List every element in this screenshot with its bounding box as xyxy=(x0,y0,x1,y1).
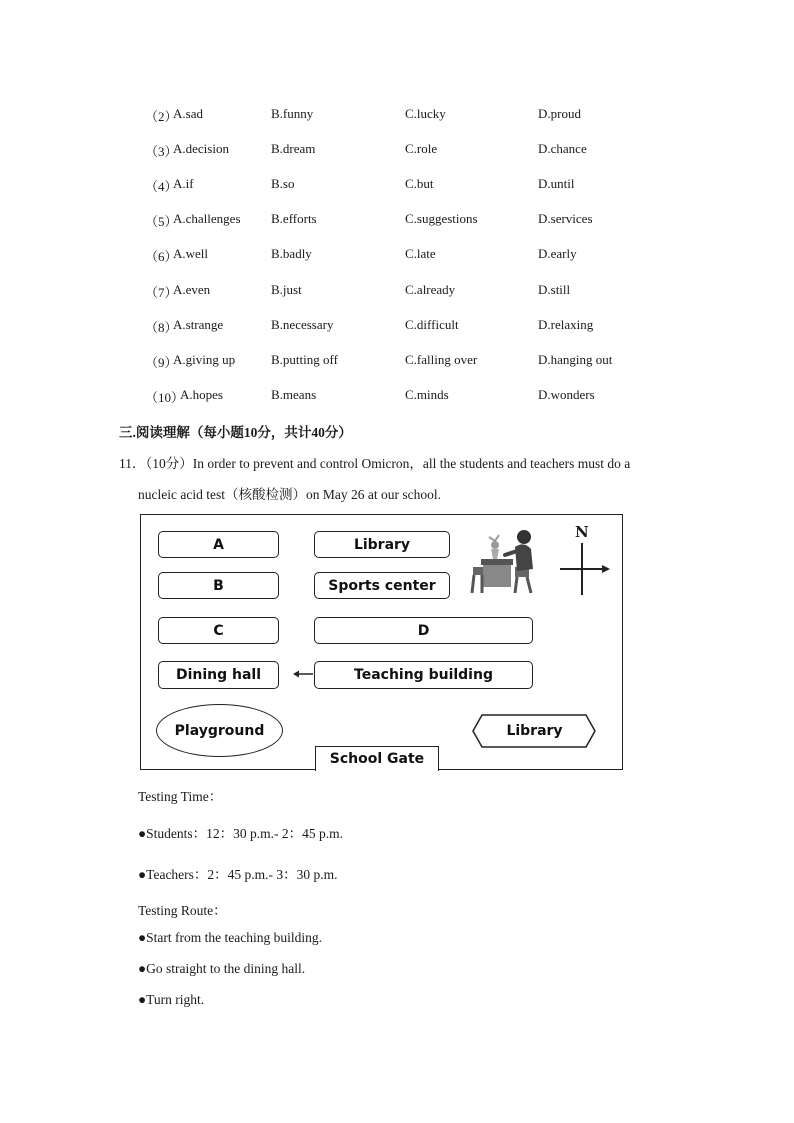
option-c: C.minds xyxy=(405,387,449,402)
option-c: C.falling over xyxy=(405,352,478,367)
map-box-library: Library xyxy=(314,531,450,558)
option-number: （9） xyxy=(145,355,178,370)
option-b: B.dream xyxy=(271,141,316,156)
option-c: C.difficult xyxy=(405,317,459,332)
question-number: 11．（10分） xyxy=(119,456,193,471)
option-number: （7） xyxy=(145,285,178,300)
option-number: （4） xyxy=(145,179,178,194)
route-step: ●Turn right. xyxy=(138,992,205,1007)
question-line-1 xyxy=(119,452,630,472)
option-b: B.so xyxy=(271,176,295,191)
option-a: A.strange xyxy=(173,317,224,332)
question-line-2: nucleic acid test（核酸检测）on May 26 at our school. xyxy=(138,487,441,502)
option-d: D.early xyxy=(538,246,577,261)
arrow-left-icon xyxy=(291,667,315,681)
testing-route-label: Testing Route： xyxy=(138,903,227,918)
school-map xyxy=(140,514,623,770)
map-library-right: Library xyxy=(506,723,563,739)
option-d: D.proud xyxy=(538,106,581,121)
option-number: （3） xyxy=(145,144,178,159)
testing-time-students: ●Students：12：30 p.m.- 2：45 p.m. xyxy=(138,826,344,841)
option-number: （2） xyxy=(145,109,178,124)
option-c: C.late xyxy=(405,246,436,261)
map-box-b: B xyxy=(158,572,279,599)
question-text-1: In order to prevent and control Omicron，all the students and teachers must do a xyxy=(192,456,631,471)
option-a: A.giving up xyxy=(173,352,236,367)
option-b: B.necessary xyxy=(271,317,334,332)
option-b: B.putting off xyxy=(271,352,338,367)
option-a: A.decision xyxy=(173,141,229,156)
testing-time-teachers: ●Teachers：2：45 p.m.- 3：30 p.m. xyxy=(138,867,338,882)
option-number: （10） xyxy=(145,390,185,405)
option-d: D.services xyxy=(538,211,593,226)
map-box-sports-center: Sports center xyxy=(314,572,450,599)
option-number: （6） xyxy=(145,249,178,264)
testing-time-label: Testing Time： xyxy=(138,789,223,804)
option-c: C.lucky xyxy=(405,106,446,121)
person-testing-icon xyxy=(469,527,549,599)
option-number: （8） xyxy=(145,320,178,335)
map-box-d: D xyxy=(314,617,533,644)
option-d: D.chance xyxy=(538,141,587,156)
option-a: A.hopes xyxy=(180,387,223,402)
option-a: A.sad xyxy=(173,106,203,121)
compass-icon xyxy=(558,541,612,597)
option-c: C.suggestions xyxy=(405,211,478,226)
map-box-teaching-building: Teaching building xyxy=(314,661,533,689)
map-playground: Playground xyxy=(156,704,283,757)
route-step: ●Start from the teaching building. xyxy=(138,930,322,945)
option-d: D.until xyxy=(538,176,575,191)
map-box-dining-hall: Dining hall xyxy=(158,661,279,689)
map-school-gate: School Gate xyxy=(315,746,439,771)
map-box-a: A xyxy=(158,531,279,558)
option-b: B.funny xyxy=(271,106,314,121)
section-prefix: 三. xyxy=(119,425,136,440)
option-d: D.relaxing xyxy=(538,317,594,332)
option-b: B.means xyxy=(271,387,317,402)
option-b: B.efforts xyxy=(271,211,317,226)
option-a: A.challenges xyxy=(173,211,241,226)
option-c: C.already xyxy=(405,282,456,297)
option-d: D.hanging out xyxy=(538,352,613,367)
option-c: C.but xyxy=(405,176,434,191)
map-box-c: C xyxy=(158,617,279,644)
option-b: B.badly xyxy=(271,246,312,261)
option-c: C.role xyxy=(405,141,438,156)
route-step: ●Go straight to the dining hall. xyxy=(138,961,306,976)
option-a: A.well xyxy=(173,246,209,261)
option-number: （5） xyxy=(145,214,178,229)
section-title: 阅读理解（每小题10分，共计40分） xyxy=(135,425,352,440)
section-heading xyxy=(119,421,352,441)
option-d: D.wonders xyxy=(538,387,595,402)
option-d: D.still xyxy=(538,282,571,297)
option-b: B.just xyxy=(271,282,302,297)
option-a: A.even xyxy=(173,282,211,297)
compass-north-label: N xyxy=(575,523,589,541)
option-a: A.if xyxy=(173,176,194,191)
